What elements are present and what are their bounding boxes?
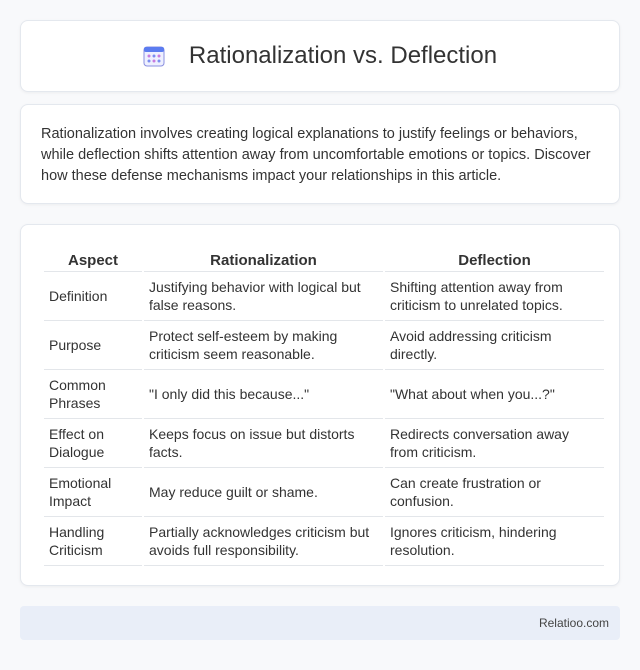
- page-title: Rationalization vs. Deflection: [188, 42, 498, 69]
- table-row: [44, 321, 604, 370]
- row-aspect: Definition: [44, 272, 142, 321]
- row-rationalization: "I only did this because...": [144, 370, 383, 419]
- row-deflection: Shifting attention away from criticism to unrelated topics.: [385, 272, 604, 321]
- header-rationalization: Rationalization: [144, 245, 383, 272]
- row-rationalization: Keeps focus on issue but distorts facts.: [144, 419, 383, 468]
- comparison-card: [20, 224, 620, 586]
- row-aspect: Purpose: [44, 321, 142, 370]
- row-deflection: Can create frustration or confusion.: [385, 468, 604, 517]
- header-aspect: Aspect: [44, 245, 142, 272]
- table-row: [44, 517, 604, 566]
- row-aspect: Common Phrases: [44, 370, 142, 419]
- row-deflection: "What about when you...?": [385, 370, 604, 419]
- row-deflection: Ignores criticism, hindering resolution.: [385, 517, 604, 566]
- table-row: [44, 370, 604, 419]
- title-card: [20, 20, 620, 92]
- table-row: [44, 468, 604, 517]
- footer: [20, 606, 620, 640]
- row-rationalization: May reduce guilt or shame.: [144, 468, 383, 517]
- intro-card: [20, 104, 620, 204]
- table-row: [44, 272, 604, 321]
- footer-brand[interactable]: Relatioo.com: [538, 616, 609, 630]
- row-rationalization: Protect self-esteem by making criticism seem reasonable.: [144, 321, 383, 370]
- row-aspect: Emotional Impact: [44, 468, 142, 517]
- calendar-icon: [143, 45, 165, 67]
- row-deflection: Redirects conversation away from criticism.: [385, 419, 604, 468]
- row-aspect: Effect on Dialogue: [44, 419, 142, 468]
- table-header-row: [44, 245, 604, 272]
- comparison-table: [42, 245, 606, 566]
- row-deflection: Avoid addressing criticism directly.: [385, 321, 604, 370]
- row-aspect: Handling Criticism: [44, 517, 142, 566]
- header-deflection: Deflection: [385, 245, 604, 272]
- row-rationalization: Justifying behavior with logical but false reasons.: [144, 272, 383, 321]
- intro-text: Rationalization involves creating logical explanations to justify feelings or behaviors, while deflection shifts attention away from uncomfortable emotions or topics. Discover how these defense mechanisms impact your relationships in this article.: [41, 126, 591, 184]
- table-row: [44, 419, 604, 468]
- row-rationalization: Partially acknowledges criticism but avoids full responsibility.: [144, 517, 383, 566]
